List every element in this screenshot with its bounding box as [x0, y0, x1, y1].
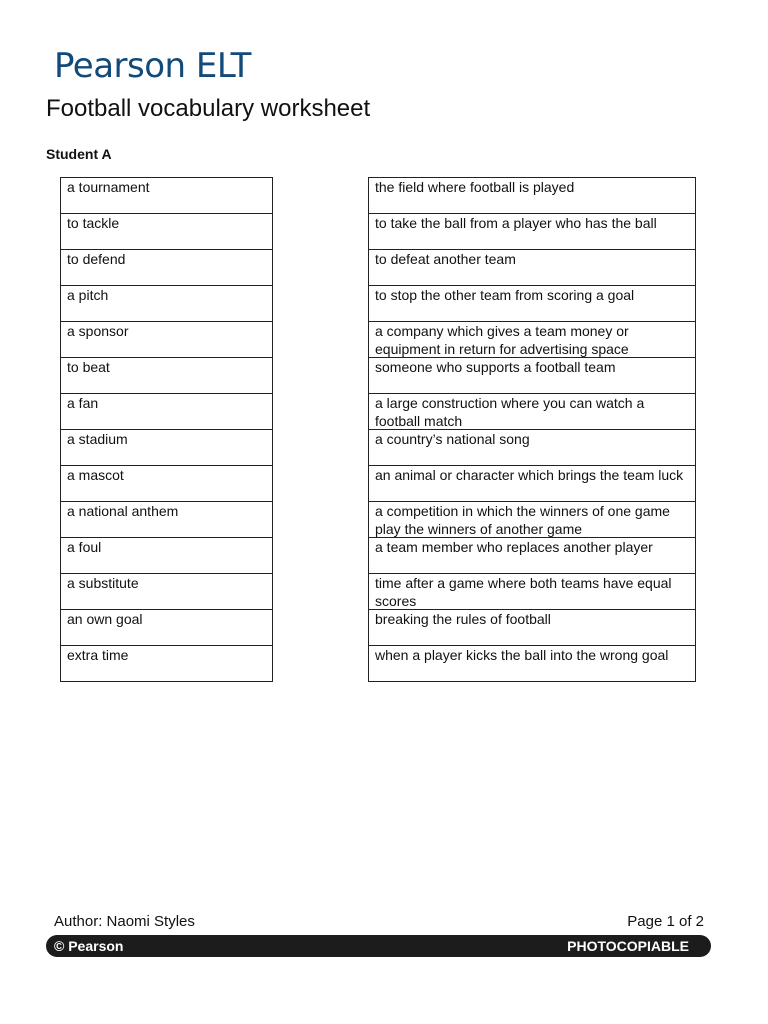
term-text: a stadium: [67, 431, 128, 447]
photocopiable-label: PHOTOCOPIABLE: [567, 938, 689, 954]
term-cell: [61, 322, 272, 358]
definition-cell: [369, 322, 695, 358]
term-cell: [61, 538, 272, 574]
term-cell: [61, 466, 272, 502]
term-cell: [61, 574, 272, 610]
terms-table: [60, 177, 273, 682]
term-cell: [61, 250, 272, 286]
term-text: a fan: [67, 395, 99, 411]
publisher-logo: Pearson ELT: [54, 46, 251, 86]
definition-text: breaking the rules of football: [375, 611, 551, 627]
definition-cell: [369, 430, 695, 466]
term-text: a foul: [67, 539, 102, 555]
definition-cell: [369, 358, 695, 394]
definitions-table: [368, 177, 696, 682]
definition-cell: [369, 250, 695, 286]
term-text: to beat: [67, 359, 110, 375]
definition-text: a company which gives a team money or equipment in return for advertising space: [375, 323, 629, 357]
definition-text: time after a game where both teams have equal scores: [375, 575, 672, 609]
term-text: a sponsor: [67, 323, 129, 339]
definition-cell: [369, 610, 695, 646]
term-text: a pitch: [67, 287, 109, 303]
student-label: Student A: [46, 146, 112, 162]
definition-text: someone who supports a football team: [375, 359, 616, 375]
term-text: extra time: [67, 647, 129, 663]
definition-text: a large construction where you can watch a football match: [375, 395, 645, 429]
term-text: an own goal: [67, 611, 143, 627]
term-text: a tournament: [67, 179, 150, 195]
term-cell: [61, 358, 272, 394]
term-cell: [61, 178, 272, 214]
copyright-notice: © Pearson: [54, 938, 124, 954]
term-text: a substitute: [67, 575, 139, 591]
page-number: Page 1 of 2: [627, 913, 704, 930]
term-cell: [61, 502, 272, 538]
footer-bar: [46, 935, 711, 957]
definition-text: a country’s national song: [375, 431, 530, 447]
definition-cell: [369, 286, 695, 322]
definition-cell: [369, 466, 695, 502]
definition-text: when a player kicks the ball into the wrong goal: [375, 647, 669, 663]
worksheet-title: Football vocabulary worksheet: [46, 95, 371, 122]
definition-cell: [369, 538, 695, 574]
term-text: a mascot: [67, 467, 124, 483]
definition-cell: [369, 502, 695, 538]
term-cell: [61, 214, 272, 250]
definition-text: a competition in which the winners of one game play the winners of another game: [375, 503, 670, 537]
author-credit: Author: Naomi Styles: [54, 913, 195, 930]
term-text: a national anthem: [67, 503, 179, 519]
definition-text: the field where football is played: [375, 179, 575, 195]
definition-cell: [369, 214, 695, 250]
term-cell: [61, 430, 272, 466]
definition-cell: [369, 394, 695, 430]
definition-cell: [369, 574, 695, 610]
term-text: to tackle: [67, 215, 120, 231]
definition-text: to take the ball from a player who has the ball: [375, 215, 657, 231]
definition-text: to stop the other team from scoring a goal: [375, 287, 635, 303]
term-cell: [61, 394, 272, 430]
term-cell: [61, 286, 272, 322]
term-text: to defend: [67, 251, 126, 267]
definition-cell: [369, 646, 695, 682]
term-cell: [61, 610, 272, 646]
definition-text: to defeat another team: [375, 251, 516, 267]
definition-text: a team member who replaces another player: [375, 539, 653, 555]
term-cell: [61, 646, 272, 682]
definition-cell: [369, 178, 695, 214]
definition-text: an animal or character which brings the team luck: [375, 467, 684, 483]
